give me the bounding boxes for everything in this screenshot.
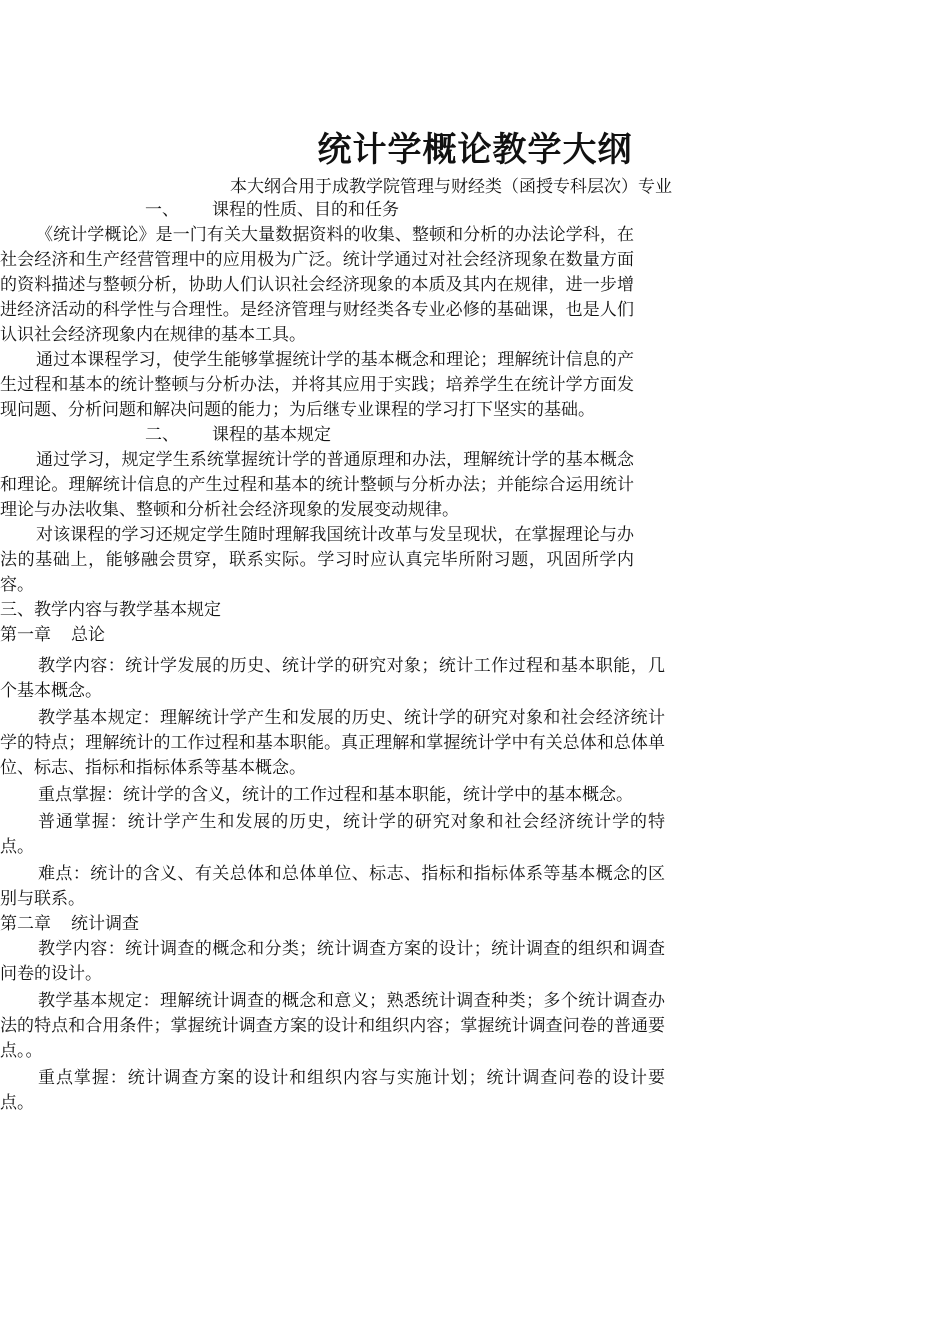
chapter-difficulties: 难点：统计的含义、有关总体和总体单位、标志、指标和指标体系等基本概念的区别与联系。 (0, 864, 665, 909)
section-heading-text: 课程的性质、目的和任务 (212, 200, 399, 220)
chapter-key-points: 重点掌握：统计学的含义，统计的工作过程和基本职能，统计学中的基本概念。 (38, 785, 633, 805)
chapter-requirements: 教学基本规定：理解统计学产生和发展的历史、统计学的研究对象和社会经济统计学的特点；理解统计的工作过程和基本职能。真正理解和掌握统计学中有关总体和总体单位、标志、指标和指标体系等基本概念。 (0, 708, 665, 778)
chapter-key-points: 重点掌握：统计调查方案的设计和组织内容与实施计划；统计调查问卷的设计要点。 (0, 1068, 665, 1113)
chapter-title: 统计调查 (71, 914, 139, 934)
chapter-requirements: 教学基本规定：理解统计调查的概念和意义；熟悉统计调查种类；多个统计调查办法的特点和合用条件；掌握统计调查方案的设计和组织内容；掌握统计调查问卷的普通要点。。 (0, 991, 665, 1061)
paragraph: 《统计学概论》是一门有关大量数据资料的收集、整顿和分析的办法论学科，在社会经济和生产经营管理中的应用极为广泛。统计学通过对社会经济现象在数量方面的资料描述与整顿分析，协助人们认识社会经济现象的本质及其内在规律，进一步增进经济活动的科学性与合理性。是经济管理与财经类各专业必修的基础课，也是人们认识社会经济现象内在规律的基本工具。 (0, 225, 634, 345)
section-number: 二、 (145, 425, 179, 445)
chapter-content: 教学内容：统计学发展的历史、统计学的研究对象；统计工作过程和基本职能，几个基本概念。 (0, 656, 665, 701)
chapter-content: 教学内容：统计调查的概念和分类；统计调查方案的设计；统计调查的组织和调查问卷的设计。 (0, 939, 665, 984)
chapter-general: 普通掌握：统计学产生和发展的历史，统计学的研究对象和社会经济统计学的特点。 (0, 812, 665, 857)
document-body (0, 198, 950, 1116)
chapter-heading-1 (0, 623, 950, 648)
section-heading-3: 三、教学内容与教学基本规定 (0, 600, 221, 620)
paragraph: 对该课程的学习还规定学生随时理解我国统计改革与发呈现状，在掌握理论与办法的基础上，能够融会贯穿，联系实际。学习时应认真完毕所附习题，巩固所学内容。 (0, 525, 634, 595)
document-subtitle: 本大纲合用于成教学院管理与财经类（函授专科层次）专业 (230, 177, 672, 197)
chapter-number: 第一章 (0, 625, 51, 645)
section-heading-2 (0, 423, 950, 448)
section-heading-1 (0, 198, 950, 223)
paragraph: 通过本课程学习，使学生能够掌握统计学的基本概念和理论；理解统计信息的产生过程和基本的统计整顿与分析办法，并将其应用于实践；培养学生在统计学方面发现问题、分析问题和解决问题的能力；为后继专业课程的学习打下坚实的基础。 (0, 350, 634, 420)
section-heading-text: 课程的基本规定 (212, 425, 331, 445)
chapter-heading-2 (0, 912, 950, 937)
document-title: 统计学概论教学大纲 (317, 130, 633, 170)
section-number: 一、 (145, 200, 179, 220)
chapter-number: 第二章 (0, 914, 51, 934)
chapter-title: 总论 (71, 625, 105, 645)
paragraph: 通过学习，规定学生系统掌握统计学的普通原理和办法，理解统计学的基本概念和理论。理解统计信息的产生过程和基本的统计整顿与分析办法；并能综合运用统计理论与办法收集、整顿和分析社会经济现象的发展变动规律。 (0, 450, 634, 520)
